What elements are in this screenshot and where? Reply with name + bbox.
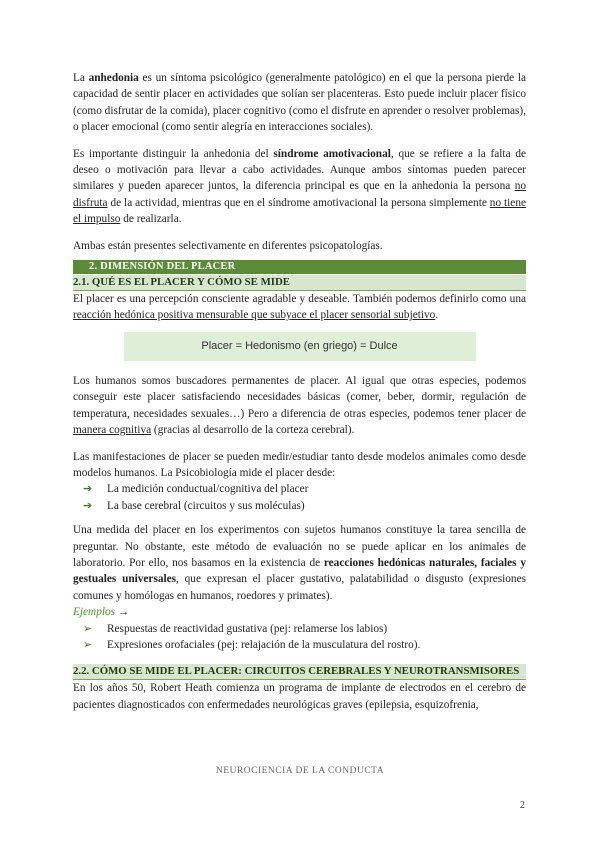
list-item: ➢ Expresiones orofaciales (pej: relajación de la musculatura del rostro). xyxy=(83,637,526,653)
arrow-right-icon: ➔ xyxy=(83,499,93,512)
examples-label: Ejemplos → xyxy=(73,606,130,619)
arrowhead-icon: ➢ xyxy=(83,638,93,651)
measurement-list xyxy=(73,481,526,514)
list-item: ➔ La medición conductual/cognitiva del placer xyxy=(83,481,526,497)
paragraph-anhedonia: La anhedonia es un síntoma psicológico (generalmente patológico) en el que la persona pierde la capacidad de sentir placer en actividades que solían ser placenteras. Esto puede incluir placer físico (como disfrutar de la comida), placer cognitivo (como el disfrute en aprender o resolver problemas), o placer emocional (como sentir alegría en interacciones sociales). xyxy=(73,72,526,134)
formula-box: Placer = Hedonismo (en griego) = Dulce xyxy=(124,332,476,361)
examples-list xyxy=(73,621,526,654)
page-number: 2 xyxy=(520,800,525,811)
paragraph-pleasure-definition: El placer es una percepción consciente agradable y deseable. También podemos definirlo como una reacción hedónica positiva mensurable que subyace el placer sensorial subjetivo. xyxy=(73,293,526,322)
subsection-heading-2-2: 2.2. CÓMO SE MIDE EL PLACER: CIRCUITOS CEREBRALES Y NEUROTRANSMISORES xyxy=(73,664,526,680)
paragraph-amotivational: Es importante distinguir la anhedonia del síndrome amotivacional, que se refiere a la falta de deseo o motivación para llevar a cabo actividades. Aunque ambos síntomas pueden parecer similares y pueden aparecer juntos, la diferencia principal es que en la anhedonia la persona no disfruta de la actividad, mientras que en el síndrome amotivacional la persona simplemente no tiene el impulso de realizarla. xyxy=(73,147,526,226)
arrowhead-icon: ➢ xyxy=(83,622,93,635)
section-heading-2: 2. DIMENSIÓN DEL PLACER xyxy=(73,260,526,274)
page-content xyxy=(73,70,526,713)
arrow-right-icon: ➔ xyxy=(83,483,93,496)
subsection-heading-2-1: 2.1. QUÉ ES EL PLACER Y CÓMO SE MIDE xyxy=(73,275,526,291)
paragraph-heath: En los años 50, Robert Heath comienza un programa de implante de electrodos en el cerebro de pacientes diagnosticados con enfermedades neurológicas graves (epilepsia, esquizofrenia, xyxy=(73,682,526,711)
list-item: ➢ Respuestas de reactividad gustativa (pej: relamerse los labios) xyxy=(83,621,526,637)
page-footer: NEUROCIENCIA DE LA CONDUCTA xyxy=(215,766,385,776)
paragraph-human-pleasure: Los humanos somos buscadores permanentes de placer. Al igual que otras especies, podemos conseguir este placer satisfaciendo necesidades básicas (comer, beber, dormir, regulación de temperatura, necesidades sexuales…) Pero a diferencia de otras especies, podemos tener placer de manera cognitiva (gracias al desarrollo de la corteza cerebral). xyxy=(73,374,526,437)
paragraph-measurement: Una medida del placer en los experimentos con sujetos humanos constituye la tarea sencilla de preguntar. No obstante, este método de evaluación no se puede aplicar en los animales de laboratorio. Por ello, nos basamos en la existencia de reacciones hedónicas naturales, faciales y gestuales universales, que expresan el placer gustativo, palatabilidad o disgusto (expresiones comunes y homólogas en humanos, roedores y primates). xyxy=(73,524,526,602)
list-item: ➔ La base cerebral (circuitos y sus moléculas) xyxy=(83,498,526,514)
paragraph-psychopathologies: Ambas están presentes selectivamente en diferentes psicopatologías. xyxy=(73,239,383,252)
paragraph-manifestations: Las manifestaciones de placer se pueden medir/estudiar tanto desde modelos animales como desde modelos humanos. La Psicobiología mide el placer desde: xyxy=(73,450,526,479)
